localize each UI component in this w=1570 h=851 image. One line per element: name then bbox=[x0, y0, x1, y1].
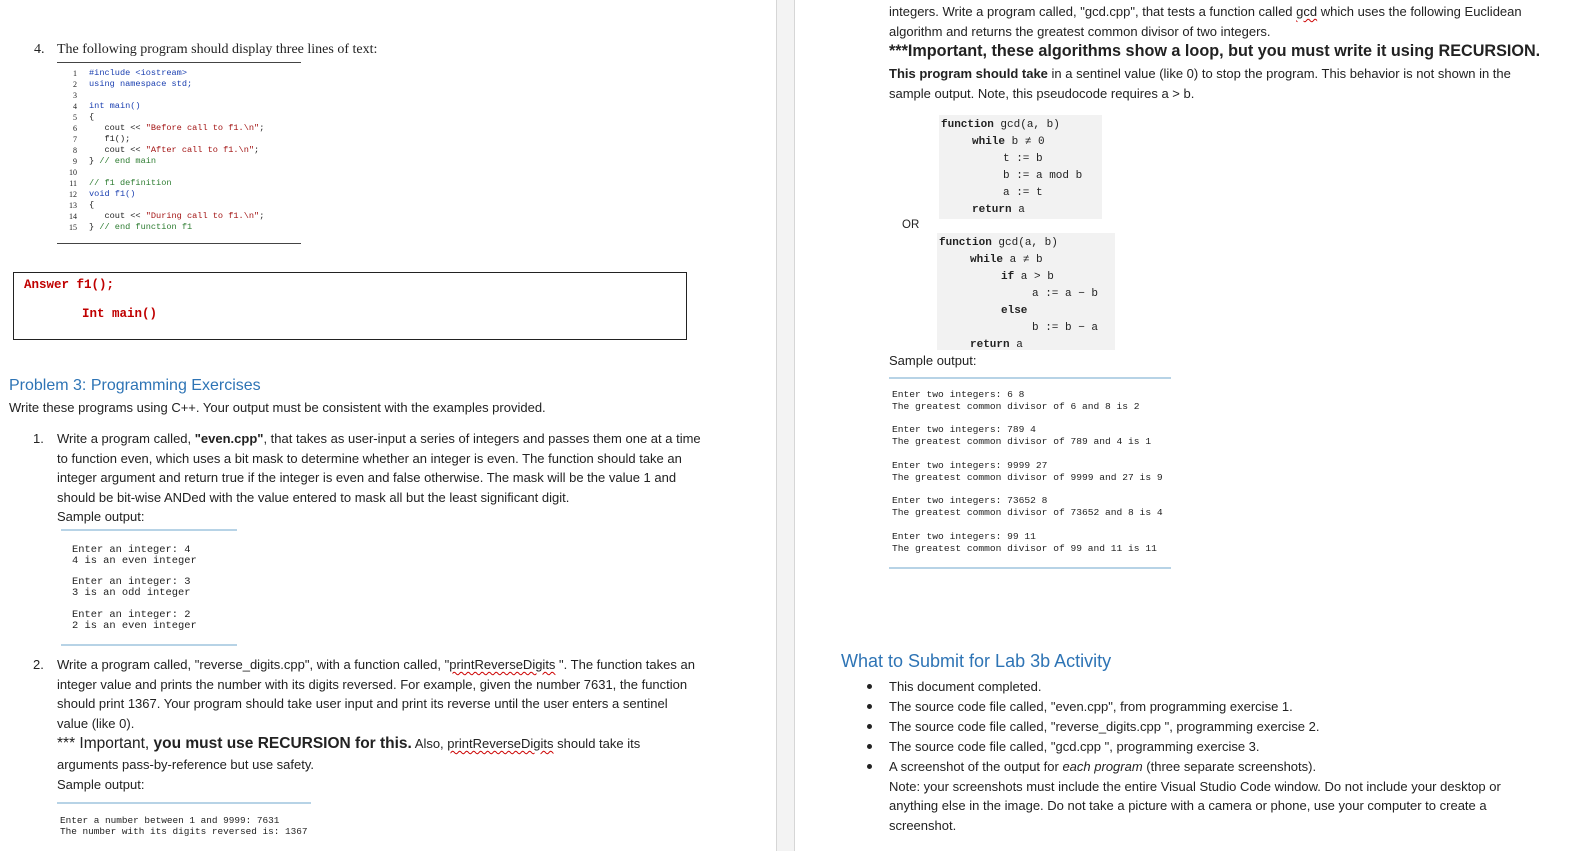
code-line bbox=[57, 79, 301, 90]
code-text: } // end function f1 bbox=[89, 222, 193, 232]
line-number: 14 bbox=[69, 212, 77, 221]
pseudocode-line: function gcd(a, b) bbox=[941, 119, 1060, 131]
gcd-sentinel bbox=[889, 64, 1559, 103]
line-number: 2 bbox=[73, 80, 77, 89]
line-number: 13 bbox=[69, 201, 77, 210]
output-line: Enter an integer: 3 bbox=[72, 576, 191, 588]
output-line: The greatest common divisor of 73652 and 8 is 4 bbox=[892, 507, 1163, 518]
output-line: Enter two integers: 99 11 bbox=[892, 531, 1036, 542]
output-line: Enter two integers: 73652 8 bbox=[892, 495, 1048, 506]
line-number: 10 bbox=[69, 168, 77, 177]
answer-box[interactable] bbox=[13, 272, 687, 340]
code-line bbox=[57, 189, 301, 200]
gcd-line-2: algorithm and returns the greatest common divisor of two integers. bbox=[889, 23, 1271, 39]
code-text: void f1() bbox=[89, 189, 136, 199]
ex1-line-1: Write a program called, "even.cpp", that takes as user-input a series of integers and passes them one at a time bbox=[57, 431, 701, 446]
output-line: Enter a number between 1 and 9999: 7631 bbox=[60, 815, 280, 826]
code-line bbox=[57, 211, 301, 222]
ex2-sample-label: Sample output: bbox=[57, 776, 145, 792]
ex1-sample-output bbox=[61, 529, 237, 646]
output-line: Enter two integers: 6 8 bbox=[892, 389, 1025, 400]
line-number: 15 bbox=[69, 223, 77, 232]
code-text: cout << "After call to f1.\n"; bbox=[89, 145, 260, 155]
pseudocode-line: return a bbox=[970, 339, 1023, 351]
code-line bbox=[57, 68, 301, 79]
gcd-line-1: integers. Write a program called, "gcd.cpp", that tests a function called gcd which uses the following Euclidean bbox=[889, 4, 1522, 19]
or-label: OR bbox=[902, 219, 920, 231]
submit-item-5-line: A screenshot of the output for each program (three separate screenshots). bbox=[889, 759, 1317, 774]
bullet-icon bbox=[867, 764, 872, 769]
code-line bbox=[57, 101, 301, 112]
output-line: Enter an integer: 2 bbox=[72, 609, 191, 621]
code-text: using namespace std; bbox=[89, 79, 193, 89]
output-line: 3 is an odd integer bbox=[72, 587, 191, 599]
gcd-sample-label: Sample output: bbox=[889, 353, 977, 368]
ex1-number: 1. bbox=[33, 431, 44, 446]
code-line bbox=[57, 112, 301, 123]
code-line bbox=[57, 90, 301, 101]
code-line bbox=[57, 156, 301, 167]
ex2-line-1: Write a program called, "reverse_digits.cpp", with a function called, "printReverseDigits ". The function takes an bbox=[57, 657, 695, 672]
line-number: 7 bbox=[73, 135, 77, 144]
code-text: cout << "Before call to f1.\n"; bbox=[89, 123, 265, 133]
line-number: 8 bbox=[73, 146, 77, 155]
line-number: 12 bbox=[69, 190, 77, 199]
output-line: 2 is an even integer bbox=[72, 620, 197, 632]
pseudocode-line: b := a mod b bbox=[1003, 170, 1083, 182]
submit-item-5 bbox=[889, 757, 1559, 835]
line-number: 5 bbox=[73, 113, 77, 122]
code-text: int main() bbox=[89, 101, 141, 111]
ex2-line-4: value (like 0). bbox=[57, 715, 135, 731]
problem3-intro: Write these programs using C++. Your output must be consistent with the examples provided. bbox=[9, 400, 546, 415]
output-line: The greatest common divisor of 9999 and 27 is 9 bbox=[892, 472, 1163, 483]
output-line: Enter two integers: 789 4 bbox=[892, 424, 1036, 435]
page-gutter bbox=[776, 0, 795, 851]
ex2-line-2: integer value and prints the number with its digits reversed. For example, given the number 7631, the function bbox=[57, 676, 688, 692]
answer-line-2: Int main() bbox=[82, 307, 158, 321]
problem3-heading: Problem 3: Programming Exercises bbox=[9, 377, 261, 394]
ex1-line-3: integer argument and return true if the integer is even and false otherwise. The mask will be the value 1 and bbox=[57, 470, 677, 485]
ex2-paragraph bbox=[57, 655, 757, 794]
pseudocode-line: b := b − a bbox=[1032, 322, 1099, 334]
bullet-icon bbox=[867, 704, 872, 709]
gcd-important: ***Important, these algorithms show a loop, but you must write it using RECURSION. bbox=[889, 42, 1541, 60]
q4-prompt: The following program should display three lines of text: bbox=[57, 42, 378, 57]
code-line bbox=[57, 200, 301, 211]
pseudocode-line: while a ≠ b bbox=[970, 254, 1043, 266]
line-number: 1 bbox=[73, 69, 77, 78]
gcd-sentinel-line-2: sample output. Note, this pseudocode requires a > b. bbox=[889, 85, 1195, 101]
ex1-line-2: to function even, which uses a bit mask to determine whether an integer is even. The function should take an bbox=[57, 450, 682, 466]
submit-note-line-3: screenshot. bbox=[889, 817, 957, 833]
ex2-line-3: should print 1367. Your program should take user input and print its reverse until the user enters a sentinel bbox=[57, 696, 668, 711]
pseudocode-2 bbox=[937, 233, 1115, 350]
output-line: The greatest common divisor of 789 and 4 is 1 bbox=[892, 436, 1152, 447]
ex1-paragraph bbox=[57, 429, 701, 527]
left-page bbox=[0, 0, 776, 851]
line-number: 9 bbox=[73, 157, 77, 166]
pseudocode-line: t := b bbox=[1003, 153, 1043, 165]
ex2-important: *** Important, you must use RECURSION for this. Also, printReverseDigits should take its bbox=[57, 735, 641, 752]
right-page bbox=[795, 0, 1570, 851]
submit-heading: What to Submit for Lab 3b Activity bbox=[841, 651, 1112, 671]
code-lines bbox=[57, 68, 301, 238]
answer-line-1: Answer f1(); bbox=[24, 278, 115, 292]
gcd-sentinel-line-1: This program should take in a sentinel value (like 0) to stop the program. This behavior is not shown in the bbox=[889, 66, 1511, 81]
output-line: Enter two integers: 9999 27 bbox=[892, 460, 1048, 471]
pseudocode-line: a := a − b bbox=[1032, 288, 1099, 300]
pseudocode-line: while b ≠ 0 bbox=[972, 136, 1045, 148]
submit-note-line-1: Note: your screenshots must include the entire Visual Studio Code window. Do not include your desktop or bbox=[889, 778, 1501, 794]
submit-item-2: The source code file called, "even.cpp", from programming exercise 1. bbox=[889, 699, 1293, 714]
ex2-number: 2. bbox=[33, 657, 44, 672]
code-text: // f1 definition bbox=[89, 178, 172, 188]
pseudocode-line: else bbox=[1001, 305, 1028, 317]
q4-number: 4. bbox=[34, 42, 45, 57]
line-number: 4 bbox=[73, 102, 77, 111]
pseudocode-line: if a > b bbox=[1001, 271, 1054, 283]
code-text: { bbox=[89, 200, 95, 210]
code-text: cout << "During call to f1.\n"; bbox=[89, 211, 265, 221]
bullet-icon bbox=[867, 684, 872, 689]
submit-item-4: The source code file called, "gcd.cpp ", programming exercise 3. bbox=[889, 739, 1260, 754]
output-line: The greatest common divisor of 6 and 8 is 2 bbox=[892, 401, 1140, 412]
gcd-intro bbox=[889, 2, 1559, 41]
pseudocode-line: return a bbox=[972, 204, 1025, 216]
ex2-sample-output bbox=[57, 802, 311, 851]
code-line bbox=[57, 167, 301, 178]
pseudocode-1 bbox=[939, 115, 1102, 219]
code-text: #include <iostream> bbox=[89, 68, 187, 78]
code-line bbox=[57, 123, 301, 134]
pseudocode-line: a := t bbox=[1003, 187, 1043, 199]
q4-code-listing bbox=[57, 62, 301, 244]
ex1-line-4: should be bit-wise ANDed with the value entered to mask all but the least significant digit. bbox=[57, 489, 570, 505]
code-text: { bbox=[89, 112, 95, 122]
line-number: 11 bbox=[69, 179, 77, 188]
output-line: The number with its digits reversed is: 1367 bbox=[60, 826, 308, 837]
pseudocode-line: function gcd(a, b) bbox=[939, 237, 1058, 249]
code-text: } // end main bbox=[89, 156, 157, 166]
submit-item-3: The source code file called, "reverse_digits.cpp ", programming exercise 2. bbox=[889, 719, 1320, 734]
line-number: 3 bbox=[73, 91, 77, 100]
code-text: f1(); bbox=[89, 134, 131, 144]
ex2-line-6: arguments pass-by-reference but use safety. bbox=[57, 757, 314, 772]
code-line bbox=[57, 222, 301, 233]
bullet-icon bbox=[867, 744, 872, 749]
ex1-sample-label: Sample output: bbox=[57, 509, 145, 524]
code-line bbox=[57, 145, 301, 156]
output-line: The greatest common divisor of 99 and 11 is 11 bbox=[892, 543, 1157, 554]
submit-note-line-2: anything else in the image. Do not take a picture with a camera or phone, use your computer to create a bbox=[889, 798, 1487, 813]
code-line bbox=[57, 178, 301, 189]
output-line: 4 is an even integer bbox=[72, 555, 197, 567]
submit-item-1: This document completed. bbox=[889, 679, 1042, 694]
bullet-icon bbox=[867, 724, 872, 729]
code-line bbox=[57, 134, 301, 145]
output-line: Enter an integer: 4 bbox=[72, 544, 191, 556]
gcd-sample-output bbox=[889, 377, 1171, 569]
line-number: 6 bbox=[73, 124, 77, 133]
